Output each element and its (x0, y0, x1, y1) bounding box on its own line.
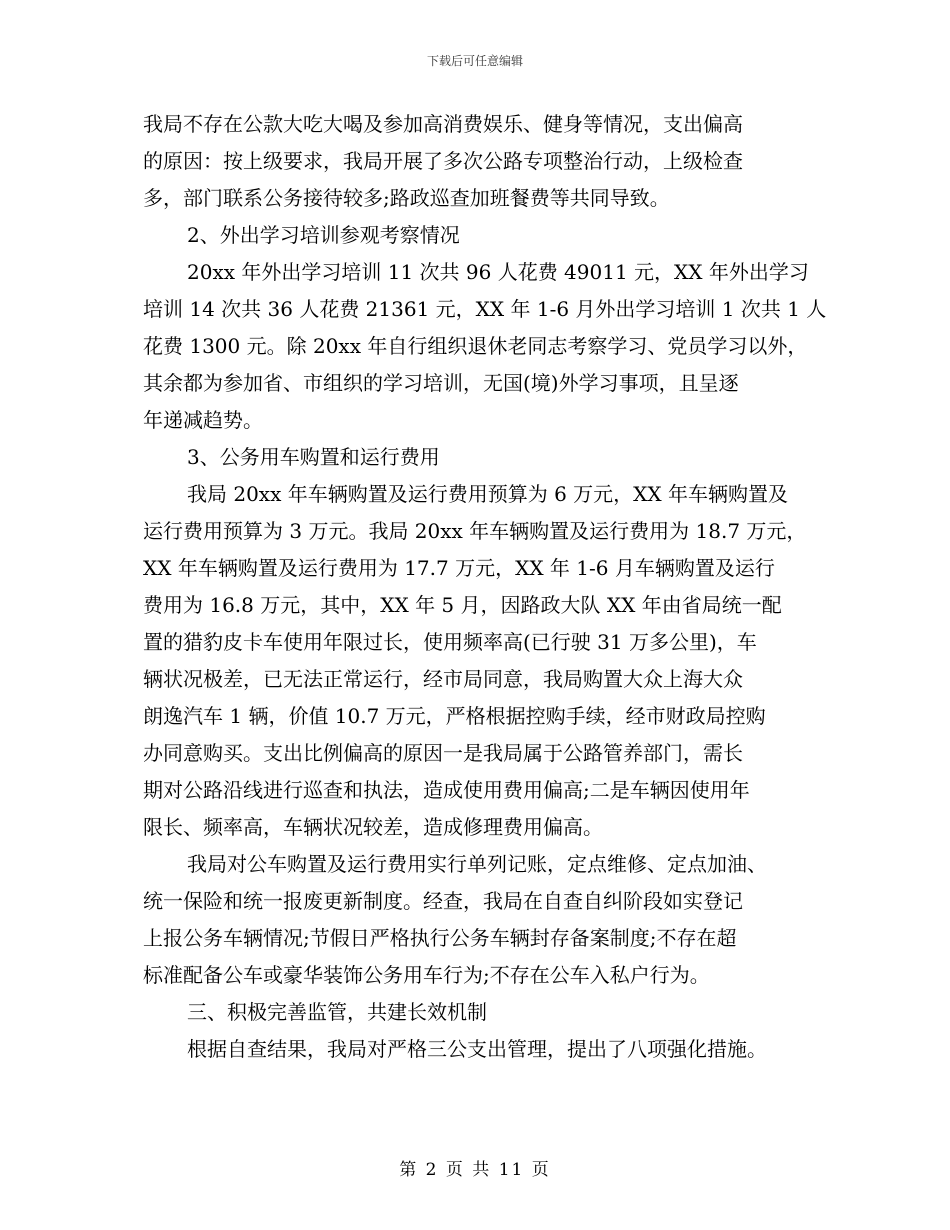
page-header: 下载后可任意编辑 (426, 54, 523, 68)
section-heading: 三、积极完善监管，共建长效机制 (187, 1000, 487, 1024)
body-text-line: 根据自查结果，我局对严格三公支出管理，提出了八项强化措施。 (187, 1037, 767, 1061)
body-text-line: 运行费用预算为 3 万元。我局 20xx 年车辆购置及运行费用为 18.7 万元， (143, 519, 807, 543)
body-text-line: 多，部门联系公务接待较多;路政巡查加班餐费等共同导致。 (143, 186, 670, 210)
body-text-line: 花费 1300 元。除 20xx 年自行组织退休老同志考察学习、党员学习以外， (143, 334, 808, 358)
body-text-line: 培训 14 次共 36 人花费 21361 元，XX 年 1-6 月外出学习培训 1 次共 1 人 (143, 297, 827, 321)
body-text-line: 20xx 年外出学习培训 11 次共 96 人花费 49011 元，XX 年外出学习 (187, 260, 809, 284)
body-text-line: XX 年车辆购置及运行费用为 17.7 万元，XX 年 1-6 月车辆购置及运行 (143, 556, 775, 580)
body-text-line: 费用为 16.8 万元，其中，XX 年 5 月，因路政大队 XX 年由省局统一配 (143, 593, 782, 617)
page-number: 第 2 页 共 11 页 (399, 1160, 551, 1180)
body-text-line: 统一保险和统一报废更新制度。经查，我局在自查自纠阶段如实登记 (143, 889, 743, 913)
section-heading: 3、公务用车购置和运行费用 (187, 445, 440, 469)
section-heading: 2、外出学习培训参观考察情况 (187, 223, 460, 247)
body-text-line: 年递减趋势。 (143, 408, 263, 432)
body-text-line: 我局对公车购置及运行费用实行单列记账，定点维修、定点加油、 (187, 852, 767, 876)
body-text-line: 朗逸汽车 1 辆，价值 10.7 万元，严格根据控购手续，经市财政局控购 (143, 704, 766, 728)
body-text-line: 限长、频率高，车辆状况较差，造成修理费用偏高。 (143, 815, 603, 839)
body-text-line: 上报公务车辆情况;节假日严格执行公务车辆封存备案制度;不存在超 (143, 926, 737, 950)
body-text-line: 办同意购买。支出比例偏高的原因一是我局属于公路管养部门，需长 (143, 741, 743, 765)
body-text-line: 的原因：按上级要求，我局开展了多次公路专项整治行动，上级检查 (143, 149, 743, 173)
document-body (143, 106, 833, 1068)
body-text-line: 我局 20xx 年车辆购置及运行费用预算为 6 万元，XX 年车辆购置及 (187, 482, 788, 506)
body-text-line: 置的猎豹皮卡车使用年限过长，使用频率高(已行驶 31 万多公里)，车 (143, 630, 757, 654)
body-text-line: 其余都为参加省、市组织的学习培训，无国(境)外学习事项，且呈逐 (143, 371, 739, 395)
body-text-line: 辆状况极差，已无法正常运行，经市局同意，我局购置大众上海大众 (143, 667, 743, 691)
body-text-line: 我局不存在公款大吃大喝及参加高消费娱乐、健身等情况，支出偏高 (143, 112, 743, 136)
body-text-line: 期对公路沿线进行巡查和执法，造成使用费用偏高;二是车辆因使用年 (143, 778, 750, 802)
body-text-line: 标准配备公车或豪华装饰公务用车行为;不存在公车入私户行为。 (143, 963, 710, 987)
